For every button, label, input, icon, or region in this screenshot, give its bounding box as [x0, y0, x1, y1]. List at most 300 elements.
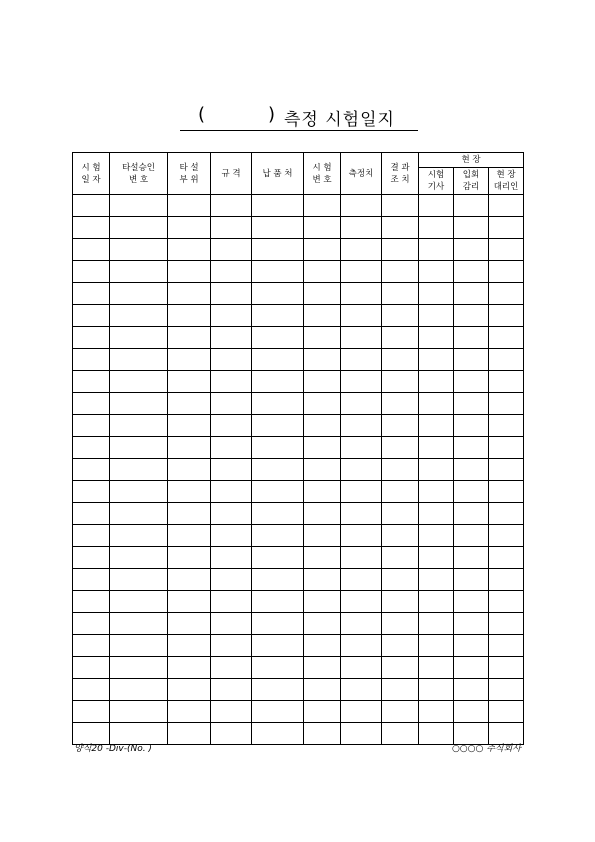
table-row: [73, 569, 524, 591]
table-cell[interactable]: [73, 459, 110, 481]
table-cell[interactable]: [419, 481, 454, 503]
table-cell[interactable]: [168, 393, 211, 415]
header-measured: 측정치: [341, 153, 382, 195]
table-cell[interactable]: [419, 701, 454, 723]
table-cell[interactable]: [341, 679, 382, 701]
table-cell[interactable]: [73, 415, 110, 437]
table-cell[interactable]: [419, 569, 454, 591]
table-cell[interactable]: [454, 217, 489, 239]
table-cell[interactable]: [341, 327, 382, 349]
table-cell[interactable]: [454, 569, 489, 591]
table-cell[interactable]: [252, 723, 304, 745]
header-site-agent: 현 장 대리인: [489, 168, 524, 195]
table-cell[interactable]: [382, 415, 419, 437]
table-cell[interactable]: [382, 679, 419, 701]
table-cell[interactable]: [454, 283, 489, 305]
table-cell[interactable]: [73, 503, 110, 525]
table-cell[interactable]: [382, 349, 419, 371]
table-cell[interactable]: [211, 239, 252, 261]
table-cell[interactable]: [454, 459, 489, 481]
table-cell[interactable]: [110, 701, 168, 723]
table-cell[interactable]: [419, 305, 454, 327]
table-cell[interactable]: [168, 481, 211, 503]
table-cell[interactable]: [73, 195, 110, 217]
table-cell[interactable]: [252, 305, 304, 327]
table-cell[interactable]: [73, 371, 110, 393]
table-cell[interactable]: [73, 393, 110, 415]
table-cell[interactable]: [382, 327, 419, 349]
table-cell[interactable]: [489, 327, 524, 349]
table-cell[interactable]: [110, 569, 168, 591]
table-cell[interactable]: [304, 459, 341, 481]
table-cell[interactable]: [168, 239, 211, 261]
table-cell[interactable]: [73, 217, 110, 239]
table-cell[interactable]: [382, 613, 419, 635]
table-cell[interactable]: [341, 415, 382, 437]
table-cell[interactable]: [110, 305, 168, 327]
table-cell[interactable]: [341, 371, 382, 393]
table-cell[interactable]: [454, 657, 489, 679]
table-cell[interactable]: [454, 305, 489, 327]
table-cell[interactable]: [419, 591, 454, 613]
table-cell[interactable]: [252, 239, 304, 261]
table-cell[interactable]: [304, 591, 341, 613]
table-cell[interactable]: [489, 481, 524, 503]
table-cell[interactable]: [454, 327, 489, 349]
table-cell[interactable]: [454, 239, 489, 261]
table-cell[interactable]: [211, 481, 252, 503]
table-cell[interactable]: [110, 547, 168, 569]
table-cell[interactable]: [341, 437, 382, 459]
table-cell[interactable]: [419, 437, 454, 459]
table-cell[interactable]: [304, 217, 341, 239]
table-cell[interactable]: [252, 459, 304, 481]
table-cell[interactable]: [489, 305, 524, 327]
table-cell[interactable]: [168, 635, 211, 657]
table-row: [73, 415, 524, 437]
table-cell[interactable]: [168, 261, 211, 283]
table-cell[interactable]: [252, 635, 304, 657]
table-cell[interactable]: [341, 503, 382, 525]
table-row: [73, 195, 524, 217]
table-cell[interactable]: [168, 349, 211, 371]
table-cell[interactable]: [454, 371, 489, 393]
table-cell[interactable]: [252, 701, 304, 723]
table-cell[interactable]: [110, 349, 168, 371]
table-cell[interactable]: [489, 371, 524, 393]
table-cell[interactable]: [419, 261, 454, 283]
table-cell[interactable]: [211, 723, 252, 745]
table-cell[interactable]: [211, 283, 252, 305]
table-cell[interactable]: [304, 195, 341, 217]
table-cell[interactable]: [454, 591, 489, 613]
table-cell[interactable]: [73, 261, 110, 283]
table-row: [73, 635, 524, 657]
table-cell[interactable]: [73, 679, 110, 701]
table-cell[interactable]: [454, 503, 489, 525]
table-cell[interactable]: [168, 701, 211, 723]
table-cell[interactable]: [304, 723, 341, 745]
table-cell[interactable]: [252, 393, 304, 415]
table-cell[interactable]: [304, 613, 341, 635]
table-cell[interactable]: [211, 261, 252, 283]
table-cell[interactable]: [73, 239, 110, 261]
table-cell[interactable]: [454, 701, 489, 723]
table-cell[interactable]: [454, 525, 489, 547]
table-cell[interactable]: [489, 569, 524, 591]
table-cell[interactable]: [110, 635, 168, 657]
table-cell[interactable]: [211, 679, 252, 701]
table-cell[interactable]: [454, 195, 489, 217]
table-cell[interactable]: [341, 613, 382, 635]
table-cell[interactable]: [110, 239, 168, 261]
table-cell[interactable]: [110, 371, 168, 393]
table-cell[interactable]: [168, 503, 211, 525]
table-cell[interactable]: [304, 261, 341, 283]
table-cell[interactable]: [382, 459, 419, 481]
table-cell[interactable]: [168, 679, 211, 701]
table-cell[interactable]: [341, 723, 382, 745]
table-cell[interactable]: [382, 195, 419, 217]
table-cell[interactable]: [419, 657, 454, 679]
table-cell[interactable]: [73, 305, 110, 327]
table-cell[interactable]: [110, 261, 168, 283]
table-cell[interactable]: [382, 371, 419, 393]
table-cell[interactable]: [110, 503, 168, 525]
table-cell[interactable]: [211, 327, 252, 349]
table-cell[interactable]: [454, 481, 489, 503]
table-cell[interactable]: [168, 371, 211, 393]
table-cell[interactable]: [419, 217, 454, 239]
table-cell[interactable]: [211, 635, 252, 657]
table-cell[interactable]: [168, 217, 211, 239]
table-cell[interactable]: [252, 547, 304, 569]
header-test-date: 시 험 일 자: [73, 153, 110, 195]
header-site-supervisor: 입회 감리: [454, 168, 489, 195]
title-paren-close: ): [268, 104, 276, 125]
table-cell[interactable]: [341, 349, 382, 371]
table-cell[interactable]: [211, 525, 252, 547]
table-cell[interactable]: [73, 349, 110, 371]
table-cell[interactable]: [73, 481, 110, 503]
table-cell[interactable]: [73, 701, 110, 723]
table-cell[interactable]: [341, 459, 382, 481]
table-cell[interactable]: [419, 415, 454, 437]
table-cell[interactable]: [382, 239, 419, 261]
table-cell[interactable]: [304, 305, 341, 327]
table-cell[interactable]: [489, 195, 524, 217]
table-cell[interactable]: [168, 547, 211, 569]
table-cell[interactable]: [419, 679, 454, 701]
table-cell[interactable]: [73, 327, 110, 349]
table-cell[interactable]: [304, 503, 341, 525]
table-cell[interactable]: [211, 701, 252, 723]
table-cell[interactable]: [304, 393, 341, 415]
table-cell[interactable]: [252, 481, 304, 503]
header-serial-no: 타설승인 변 호: [110, 153, 168, 195]
table-cell[interactable]: [304, 569, 341, 591]
table-cell[interactable]: [304, 525, 341, 547]
table-cell[interactable]: [110, 459, 168, 481]
table-cell[interactable]: [489, 437, 524, 459]
table-cell[interactable]: [110, 591, 168, 613]
table-cell[interactable]: [382, 503, 419, 525]
table-cell[interactable]: [73, 547, 110, 569]
table-cell[interactable]: [489, 525, 524, 547]
table-cell[interactable]: [489, 503, 524, 525]
table-cell[interactable]: [211, 569, 252, 591]
table-cell[interactable]: [110, 327, 168, 349]
table-cell[interactable]: [110, 217, 168, 239]
table-cell[interactable]: [489, 679, 524, 701]
table-cell[interactable]: [168, 569, 211, 591]
table-cell[interactable]: [382, 217, 419, 239]
table-cell[interactable]: [341, 261, 382, 283]
table-cell[interactable]: [454, 635, 489, 657]
table-cell[interactable]: [489, 701, 524, 723]
table-cell[interactable]: [304, 701, 341, 723]
table-cell[interactable]: [304, 547, 341, 569]
table-cell[interactable]: [252, 437, 304, 459]
table-cell[interactable]: [419, 723, 454, 745]
table-cell[interactable]: [489, 547, 524, 569]
table-row: [73, 437, 524, 459]
table-row: [73, 393, 524, 415]
table-cell[interactable]: [489, 349, 524, 371]
table-cell[interactable]: [382, 283, 419, 305]
table-cell[interactable]: [73, 591, 110, 613]
table-cell[interactable]: [110, 283, 168, 305]
table-cell[interactable]: [382, 481, 419, 503]
table-cell[interactable]: [341, 283, 382, 305]
table-row: [73, 305, 524, 327]
table-cell[interactable]: [73, 437, 110, 459]
table-cell[interactable]: [304, 481, 341, 503]
table-cell[interactable]: [341, 217, 382, 239]
table-cell[interactable]: [168, 591, 211, 613]
table-cell[interactable]: [419, 283, 454, 305]
table-cell[interactable]: [73, 283, 110, 305]
table-cell[interactable]: [168, 305, 211, 327]
table-cell[interactable]: [252, 525, 304, 547]
table-cell[interactable]: [252, 195, 304, 217]
table-cell[interactable]: [211, 591, 252, 613]
table-cell[interactable]: [454, 547, 489, 569]
table-cell[interactable]: [489, 283, 524, 305]
table-cell[interactable]: [211, 657, 252, 679]
title-paren-open: (: [198, 104, 206, 125]
table-row: [73, 547, 524, 569]
table-cell[interactable]: [168, 459, 211, 481]
table-cell[interactable]: [341, 525, 382, 547]
table-cell[interactable]: [489, 635, 524, 657]
table-cell[interactable]: [341, 393, 382, 415]
table-cell[interactable]: [489, 393, 524, 415]
table-row: [73, 217, 524, 239]
table-cell[interactable]: [489, 591, 524, 613]
table-cell[interactable]: [489, 613, 524, 635]
table-row: [73, 239, 524, 261]
table-cell[interactable]: [211, 437, 252, 459]
table-cell[interactable]: [168, 613, 211, 635]
header-site-group: 현 장: [419, 153, 524, 168]
table-cell[interactable]: [304, 349, 341, 371]
document-title: [180, 100, 418, 131]
table-cell[interactable]: [382, 437, 419, 459]
table-cell[interactable]: [382, 701, 419, 723]
table-cell[interactable]: [73, 635, 110, 657]
table-cell[interactable]: [341, 657, 382, 679]
table-cell[interactable]: [304, 283, 341, 305]
table-cell[interactable]: [382, 569, 419, 591]
table-cell[interactable]: [304, 415, 341, 437]
table-cell[interactable]: [252, 217, 304, 239]
table-row: [73, 679, 524, 701]
table-cell[interactable]: [211, 217, 252, 239]
table-cell[interactable]: [110, 525, 168, 547]
table-cell[interactable]: [419, 613, 454, 635]
test-log-body: [73, 195, 524, 745]
header-spec: 규 격: [211, 153, 252, 195]
table-cell[interactable]: [168, 195, 211, 217]
table-cell[interactable]: [382, 723, 419, 745]
table-cell[interactable]: [252, 283, 304, 305]
test-log-table: [72, 152, 524, 745]
table-cell[interactable]: [419, 525, 454, 547]
table-cell[interactable]: [304, 437, 341, 459]
table-cell[interactable]: [419, 349, 454, 371]
table-cell[interactable]: [168, 723, 211, 745]
table-cell[interactable]: [252, 371, 304, 393]
table-cell[interactable]: [211, 503, 252, 525]
table-cell[interactable]: [211, 459, 252, 481]
table-cell[interactable]: [489, 415, 524, 437]
table-cell[interactable]: [252, 327, 304, 349]
table-cell[interactable]: [454, 415, 489, 437]
table-cell[interactable]: [211, 195, 252, 217]
table-cell[interactable]: [110, 393, 168, 415]
table-cell[interactable]: [341, 239, 382, 261]
table-cell[interactable]: [454, 261, 489, 283]
table-row: [73, 327, 524, 349]
table-cell[interactable]: [304, 635, 341, 657]
table-cell[interactable]: [341, 481, 382, 503]
table-cell[interactable]: [73, 525, 110, 547]
table-cell[interactable]: [168, 525, 211, 547]
table-cell[interactable]: [304, 679, 341, 701]
table-cell[interactable]: [110, 613, 168, 635]
table-cell[interactable]: [252, 591, 304, 613]
table-cell[interactable]: [341, 701, 382, 723]
table-cell[interactable]: [110, 657, 168, 679]
table-cell[interactable]: [341, 635, 382, 657]
table-cell[interactable]: [252, 349, 304, 371]
table-cell[interactable]: [382, 525, 419, 547]
table-row: [73, 591, 524, 613]
table-cell[interactable]: [252, 503, 304, 525]
table-cell[interactable]: [168, 415, 211, 437]
table-cell[interactable]: [382, 393, 419, 415]
table-cell[interactable]: [382, 635, 419, 657]
table-cell[interactable]: [252, 569, 304, 591]
table-cell[interactable]: [211, 415, 252, 437]
table-cell[interactable]: [304, 371, 341, 393]
table-cell[interactable]: [341, 547, 382, 569]
table-cell[interactable]: [168, 327, 211, 349]
table-cell[interactable]: [454, 349, 489, 371]
table-cell[interactable]: [110, 195, 168, 217]
table-cell[interactable]: [454, 679, 489, 701]
table-cell[interactable]: [73, 613, 110, 635]
table-cell[interactable]: [454, 613, 489, 635]
table-cell[interactable]: [454, 437, 489, 459]
table-cell[interactable]: [419, 393, 454, 415]
table-cell[interactable]: [110, 481, 168, 503]
table-cell[interactable]: [211, 393, 252, 415]
table-cell[interactable]: [419, 327, 454, 349]
table-cell[interactable]: [382, 657, 419, 679]
table-cell[interactable]: [341, 569, 382, 591]
table-cell[interactable]: [382, 261, 419, 283]
table-cell[interactable]: [419, 195, 454, 217]
table-cell[interactable]: [382, 305, 419, 327]
table-cell[interactable]: [304, 327, 341, 349]
table-cell[interactable]: [382, 547, 419, 569]
footer-form-code: 양식20 -Div-(No. ): [74, 744, 152, 754]
table-cell[interactable]: [211, 305, 252, 327]
table-cell[interactable]: [341, 195, 382, 217]
table-cell[interactable]: [168, 657, 211, 679]
table-cell[interactable]: [489, 239, 524, 261]
footer-company: ○○○○ 주식회사: [451, 744, 521, 754]
table-cell[interactable]: [110, 679, 168, 701]
table-cell[interactable]: [419, 459, 454, 481]
table-cell[interactable]: [211, 371, 252, 393]
table-cell[interactable]: [73, 569, 110, 591]
table-row: [73, 261, 524, 283]
table-cell[interactable]: [110, 437, 168, 459]
table-cell[interactable]: [419, 547, 454, 569]
table-cell[interactable]: [489, 217, 524, 239]
table-cell[interactable]: [252, 657, 304, 679]
table-cell[interactable]: [304, 239, 341, 261]
table-cell[interactable]: [211, 547, 252, 569]
table-cell[interactable]: [168, 283, 211, 305]
table-cell[interactable]: [489, 459, 524, 481]
table-cell[interactable]: [489, 657, 524, 679]
table-cell[interactable]: [382, 591, 419, 613]
table-cell[interactable]: [168, 437, 211, 459]
table-cell[interactable]: [489, 261, 524, 283]
table-cell[interactable]: [252, 261, 304, 283]
table-cell[interactable]: [454, 393, 489, 415]
table-cell[interactable]: [73, 657, 110, 679]
table-cell[interactable]: [341, 305, 382, 327]
table-cell[interactable]: [419, 239, 454, 261]
header-result: 결 과 조 치: [382, 153, 419, 195]
table-cell[interactable]: [211, 613, 252, 635]
table-cell[interactable]: [252, 613, 304, 635]
table-cell[interactable]: [252, 679, 304, 701]
table-cell[interactable]: [304, 657, 341, 679]
table-cell[interactable]: [252, 415, 304, 437]
table-cell[interactable]: [419, 503, 454, 525]
table-cell[interactable]: [211, 349, 252, 371]
table-cell[interactable]: [110, 415, 168, 437]
table-cell[interactable]: [419, 635, 454, 657]
table-cell[interactable]: [341, 591, 382, 613]
table-cell[interactable]: [419, 371, 454, 393]
